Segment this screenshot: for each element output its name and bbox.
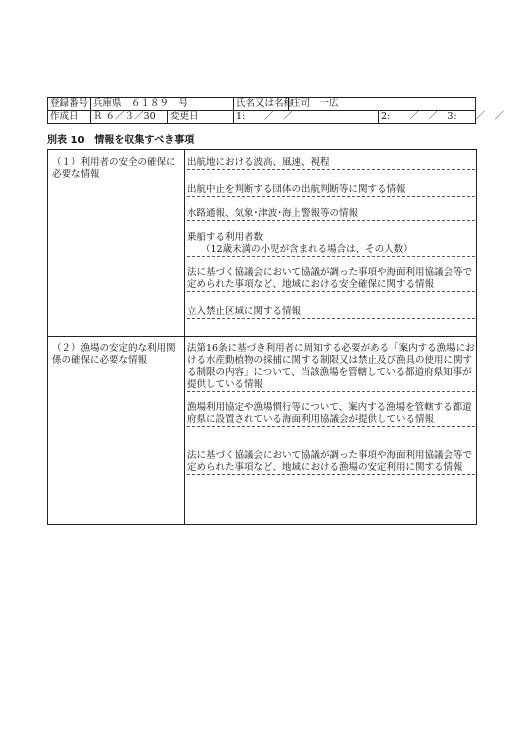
changed-date-label: 変更日 bbox=[168, 111, 234, 124]
change-date-3: 3: ／ ／ bbox=[447, 111, 505, 122]
safety-item-3: 水路通報、気象･津波･海上警報等の情報 bbox=[187, 208, 475, 221]
registration-number-label: 登録番号 bbox=[48, 98, 91, 111]
change-date-2: 2: ／ ／ bbox=[381, 111, 438, 122]
section-title: 別表 10 情報を収集すべき事項 bbox=[47, 135, 195, 146]
change-date-1: 1: ／ ／ bbox=[234, 111, 379, 124]
fishery-item-2: 漁場利用協定や漁場慣行等について、案内する漁場を管轄する都道府県に設置されている海面利用協議会が提供している情報 bbox=[187, 402, 475, 427]
safety-item-4 bbox=[187, 232, 475, 257]
change-date-2-3 bbox=[379, 111, 505, 124]
column-divider bbox=[184, 150, 185, 524]
fishery-item-3: 法に基づく協議会において協議が調った事項や海面利用協議会等で定められた事項など、地域における漁場の安定利用に関する情報 bbox=[187, 450, 475, 475]
safety-item-2: 出航中止を判断する団体の出航判断等に関する情報 bbox=[187, 184, 475, 197]
created-date-value: Ｒ ６／３／30 bbox=[91, 111, 168, 124]
safety-item-5: 法に基づく協議会において協議が調った事項や海面利用協議会等で定められた事項など、地域における安全確保に関する情報 bbox=[187, 267, 475, 292]
category-fishery: （２）漁場の安定的な利用関係の確保に必要な情報 bbox=[52, 343, 176, 366]
created-date-label: 作成日 bbox=[48, 111, 91, 124]
registration-header bbox=[47, 97, 505, 124]
safety-item-4-sub: （12歳未満の小児が含まれる場合は、その人数） bbox=[201, 244, 413, 255]
fishery-item-1: 法第16条に基づき利用者に周知する必要がある「案内する漁場における水産動植物の採捕に関する制限又は禁止及び漁具の使用に関する制限の内容」について、当該漁場を管轄している都道府県知事が提供している情報 bbox=[187, 343, 475, 390]
safety-item-1: 出航地における波高、風速、視程 bbox=[187, 157, 475, 170]
safety-item-4-text: 乗船する利用者数 bbox=[187, 232, 264, 243]
category-safety: （１）利用者の安全の確保に必要な情報 bbox=[52, 157, 176, 180]
name-label: 氏名又は名称 bbox=[234, 98, 289, 111]
information-table bbox=[47, 149, 477, 525]
safety-item-6: 立入禁止区域に関する情報 bbox=[187, 306, 475, 319]
name-value: 庄司 一広 bbox=[289, 98, 476, 111]
row-divider bbox=[48, 336, 476, 337]
registration-number-value: 兵庫県 ６１８９ 号 bbox=[91, 98, 234, 111]
